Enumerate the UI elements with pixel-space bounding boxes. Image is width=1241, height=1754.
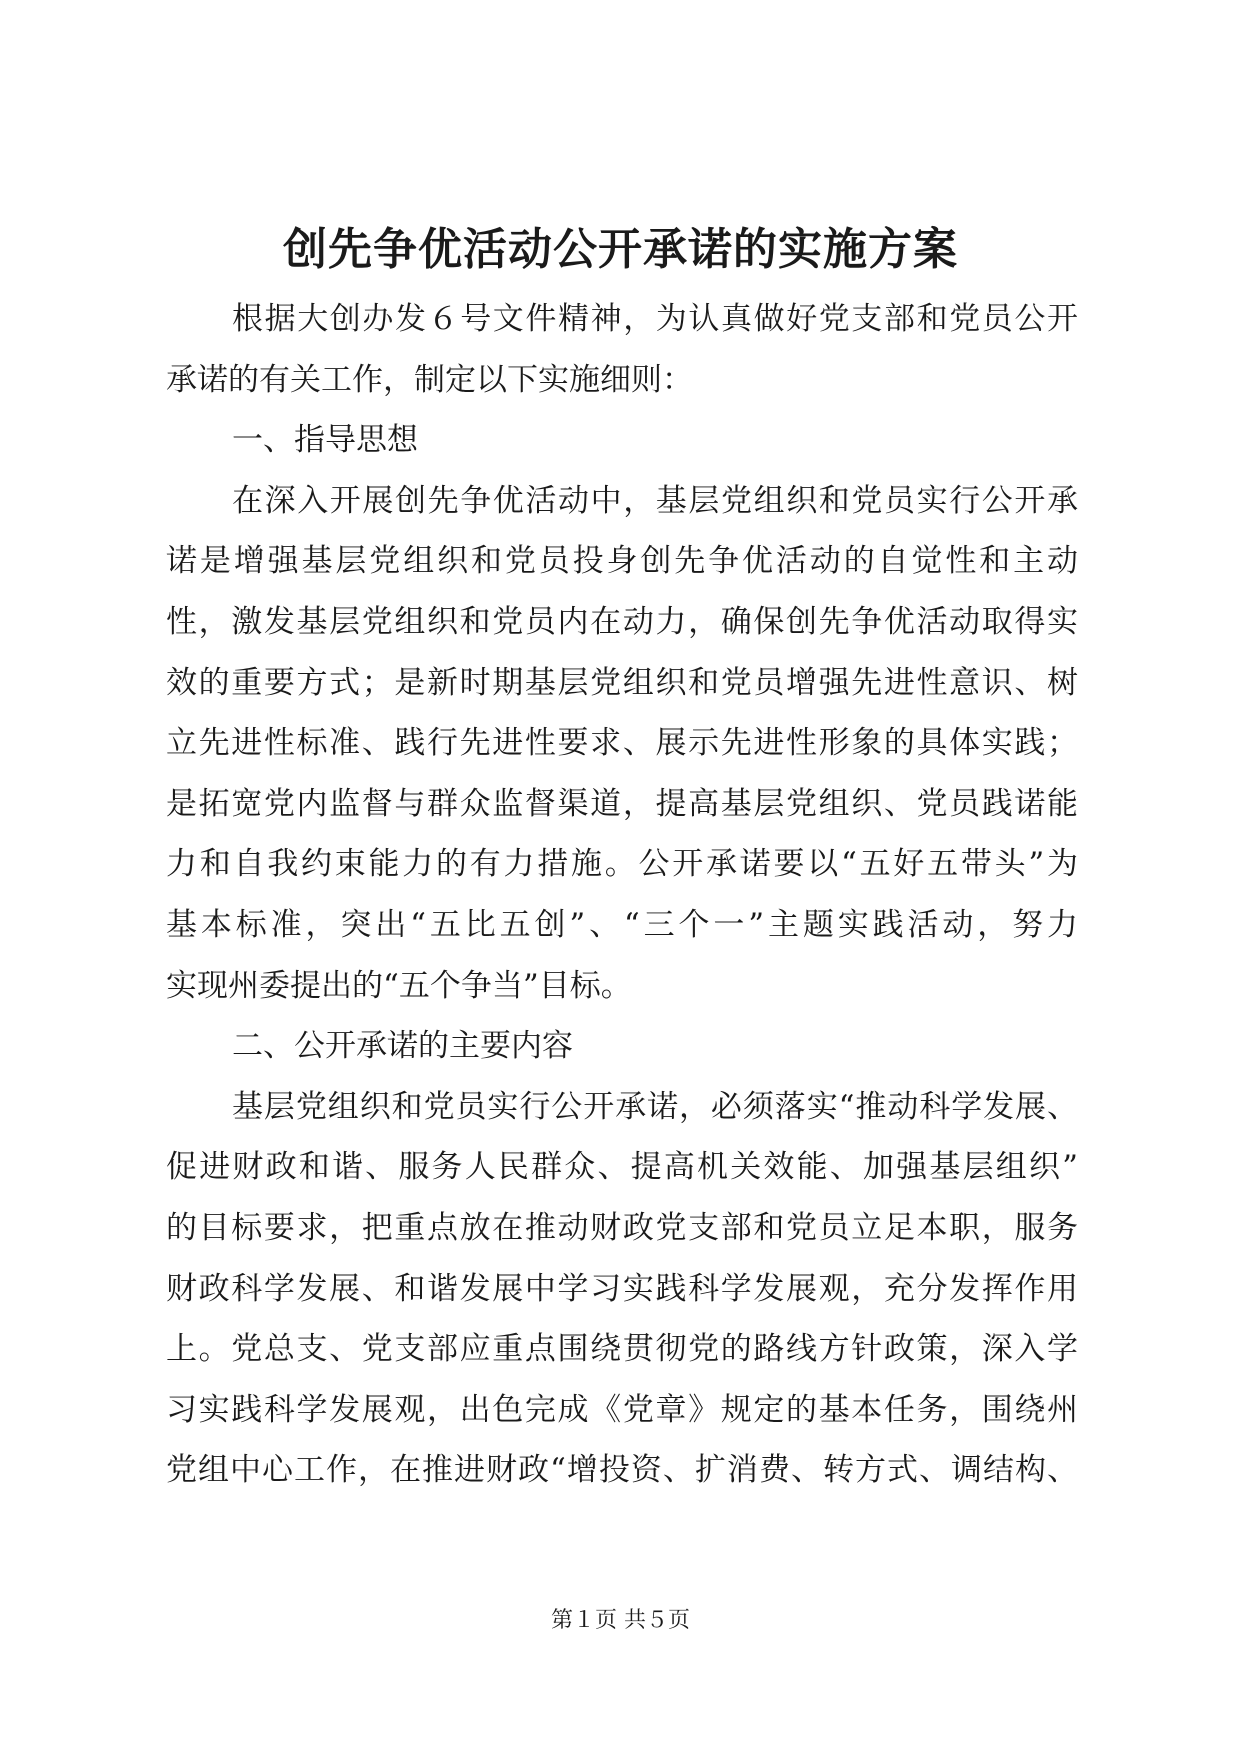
body-line: 促进财政和谐、服务人民群众、提高机关效能、加强基层组织” bbox=[166, 1149, 1078, 1186]
body-line: 财政科学发展、和谐发展中学习实践科学发展观，充分发挥作用 bbox=[166, 1270, 1078, 1307]
body-line: 立先进性标准、践行先进性要求、展示先进性形象的具体实践； bbox=[166, 725, 1078, 762]
body-line: 承诺的有关工作，制定以下实施细则： bbox=[166, 361, 693, 398]
body-line: 党组中心工作，在推进财政“增投资、扩消费、转方式、调结构、 bbox=[166, 1452, 1078, 1489]
body-line: 基层党组织和党员实行公开承诺，必须落实“推动科学发展、 bbox=[232, 1088, 1078, 1125]
page-footer: 第１页 共５页 bbox=[551, 1608, 690, 1633]
body-line: 二、公开承诺的主要内容 bbox=[232, 1028, 573, 1065]
body-line: 在深入开展创先争优活动中，基层党组织和党员实行公开承 bbox=[232, 482, 1078, 519]
body-line: 是拓宽党内监督与群众监督渠道，提高基层党组织、党员践诺能 bbox=[166, 785, 1078, 822]
body-line: 一、指导思想 bbox=[232, 422, 418, 459]
body-line: 的目标要求，把重点放在推动财政党支部和党员立足本职，服务 bbox=[166, 1209, 1078, 1246]
body-line: 诺是增强基层党组织和党员投身创先争优活动的自觉性和主动 bbox=[166, 543, 1078, 580]
document-title: 创先争优活动公开承诺的实施方案 bbox=[283, 224, 958, 275]
body-line: 根据大创办发６号文件精神，为认真做好党支部和党员公开 bbox=[232, 301, 1078, 337]
body-line: 实现州委提出的“五个争当”目标。 bbox=[166, 967, 632, 1004]
body-line: 力和自我约束能力的有力措施。公开承诺要以“五好五带头”为 bbox=[166, 846, 1078, 883]
body-line: 性，激发基层党组织和党员内在动力，确保创先争优活动取得实 bbox=[166, 603, 1078, 640]
body-line: 效的重要方式；是新时期基层党组织和党员增强先进性意识、树 bbox=[166, 664, 1078, 701]
body-line: 习实践科学发展观，出色完成《党章》规定的基本任务，围绕州 bbox=[166, 1391, 1078, 1428]
document-body bbox=[166, 289, 1078, 1501]
body-line: 基本标准，突出“五比五创”、“三个一”主题实践活动，努力 bbox=[166, 906, 1078, 943]
body-line: 上。党总支、党支部应重点围绕贯彻党的路线方针政策，深入学 bbox=[166, 1331, 1078, 1368]
